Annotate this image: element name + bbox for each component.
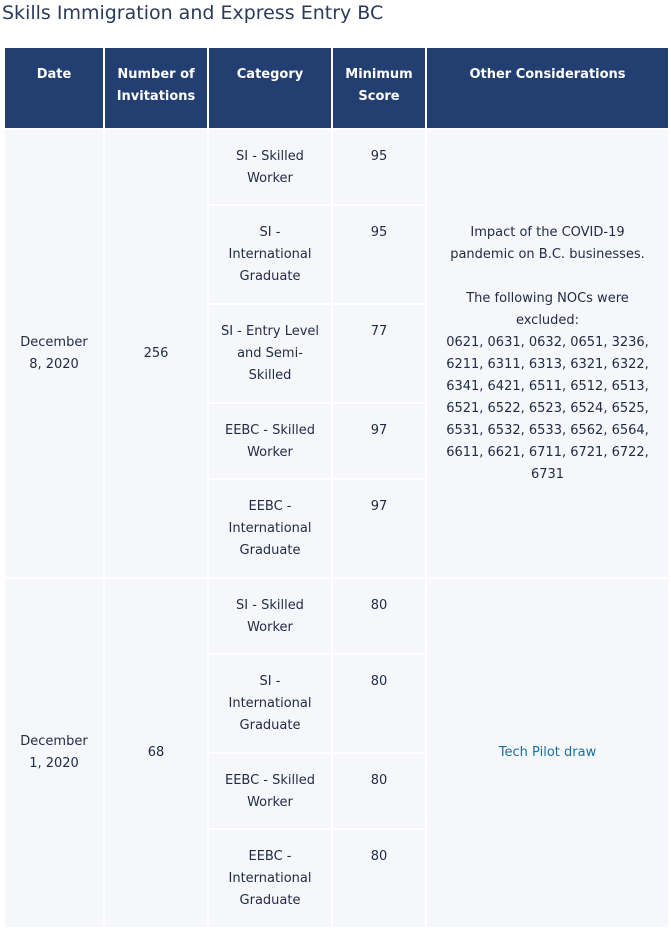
category-cell: SI - Entry Level and Semi-Skilled [209,305,331,402]
score-cell: 97 [333,404,425,478]
considerations-spacer [437,266,658,288]
score-cell: 95 [333,206,425,303]
header-min-score: Minimum Score [333,48,425,128]
header-row [5,48,668,128]
considerations-cell [427,579,668,927]
header-invitations: Number of Invitations [105,48,207,128]
category-cell: EEBC - Skilled Worker [209,754,331,828]
considerations-covid-text: Impact of the COVID-19 pandemic on B.C. businesses. [450,224,645,262]
page-title: Skills Immigration and Express Entry BC [2,2,384,24]
considerations-excluded-text: The following NOCs were excluded: [466,290,629,328]
invitations-cell: 256 [105,130,207,577]
tech-pilot-draw-link[interactable]: Tech Pilot draw [498,745,597,760]
invitations-cell: 68 [105,579,207,927]
category-cell: EEBC - International Graduate [209,480,331,577]
header-category: Category [209,48,331,128]
score-cell: 95 [333,130,425,204]
category-cell: SI - International Graduate [209,206,331,303]
score-cell: 80 [333,754,425,828]
category-cell: EEBC - International Graduate [209,830,331,927]
category-cell: EEBC - Skilled Worker [209,404,331,478]
category-cell: SI - Skilled Worker [209,579,331,653]
considerations-cell [427,130,668,577]
draws-table [3,46,670,929]
category-cell: SI - Skilled Worker [209,130,331,204]
category-cell: SI - International Graduate [209,655,331,752]
score-cell: 97 [333,480,425,577]
date-cell: December 1, 2020 [5,579,103,927]
score-cell: 77 [333,305,425,402]
header-other-considerations: Other Considerations [427,48,668,128]
score-cell: 80 [333,830,425,927]
table-row [5,579,668,653]
score-cell: 80 [333,579,425,653]
table-row [5,130,668,204]
score-cell: 80 [333,655,425,752]
header-date: Date [5,48,103,128]
date-cell: December 8, 2020 [5,130,103,577]
considerations-noc-list: 0621, 0631, 0632, 0651, 3236, 6211, 6311, 6313, 6321, 6322, 6341, 6421, 6511, 6512, 6513, 6521, 6522, 6523, 6524, 6525, 6531, 6532, 6533, 6562, 6564, 6611, 6621, 6711, 6721, 6722, 6731 [446,334,649,482]
